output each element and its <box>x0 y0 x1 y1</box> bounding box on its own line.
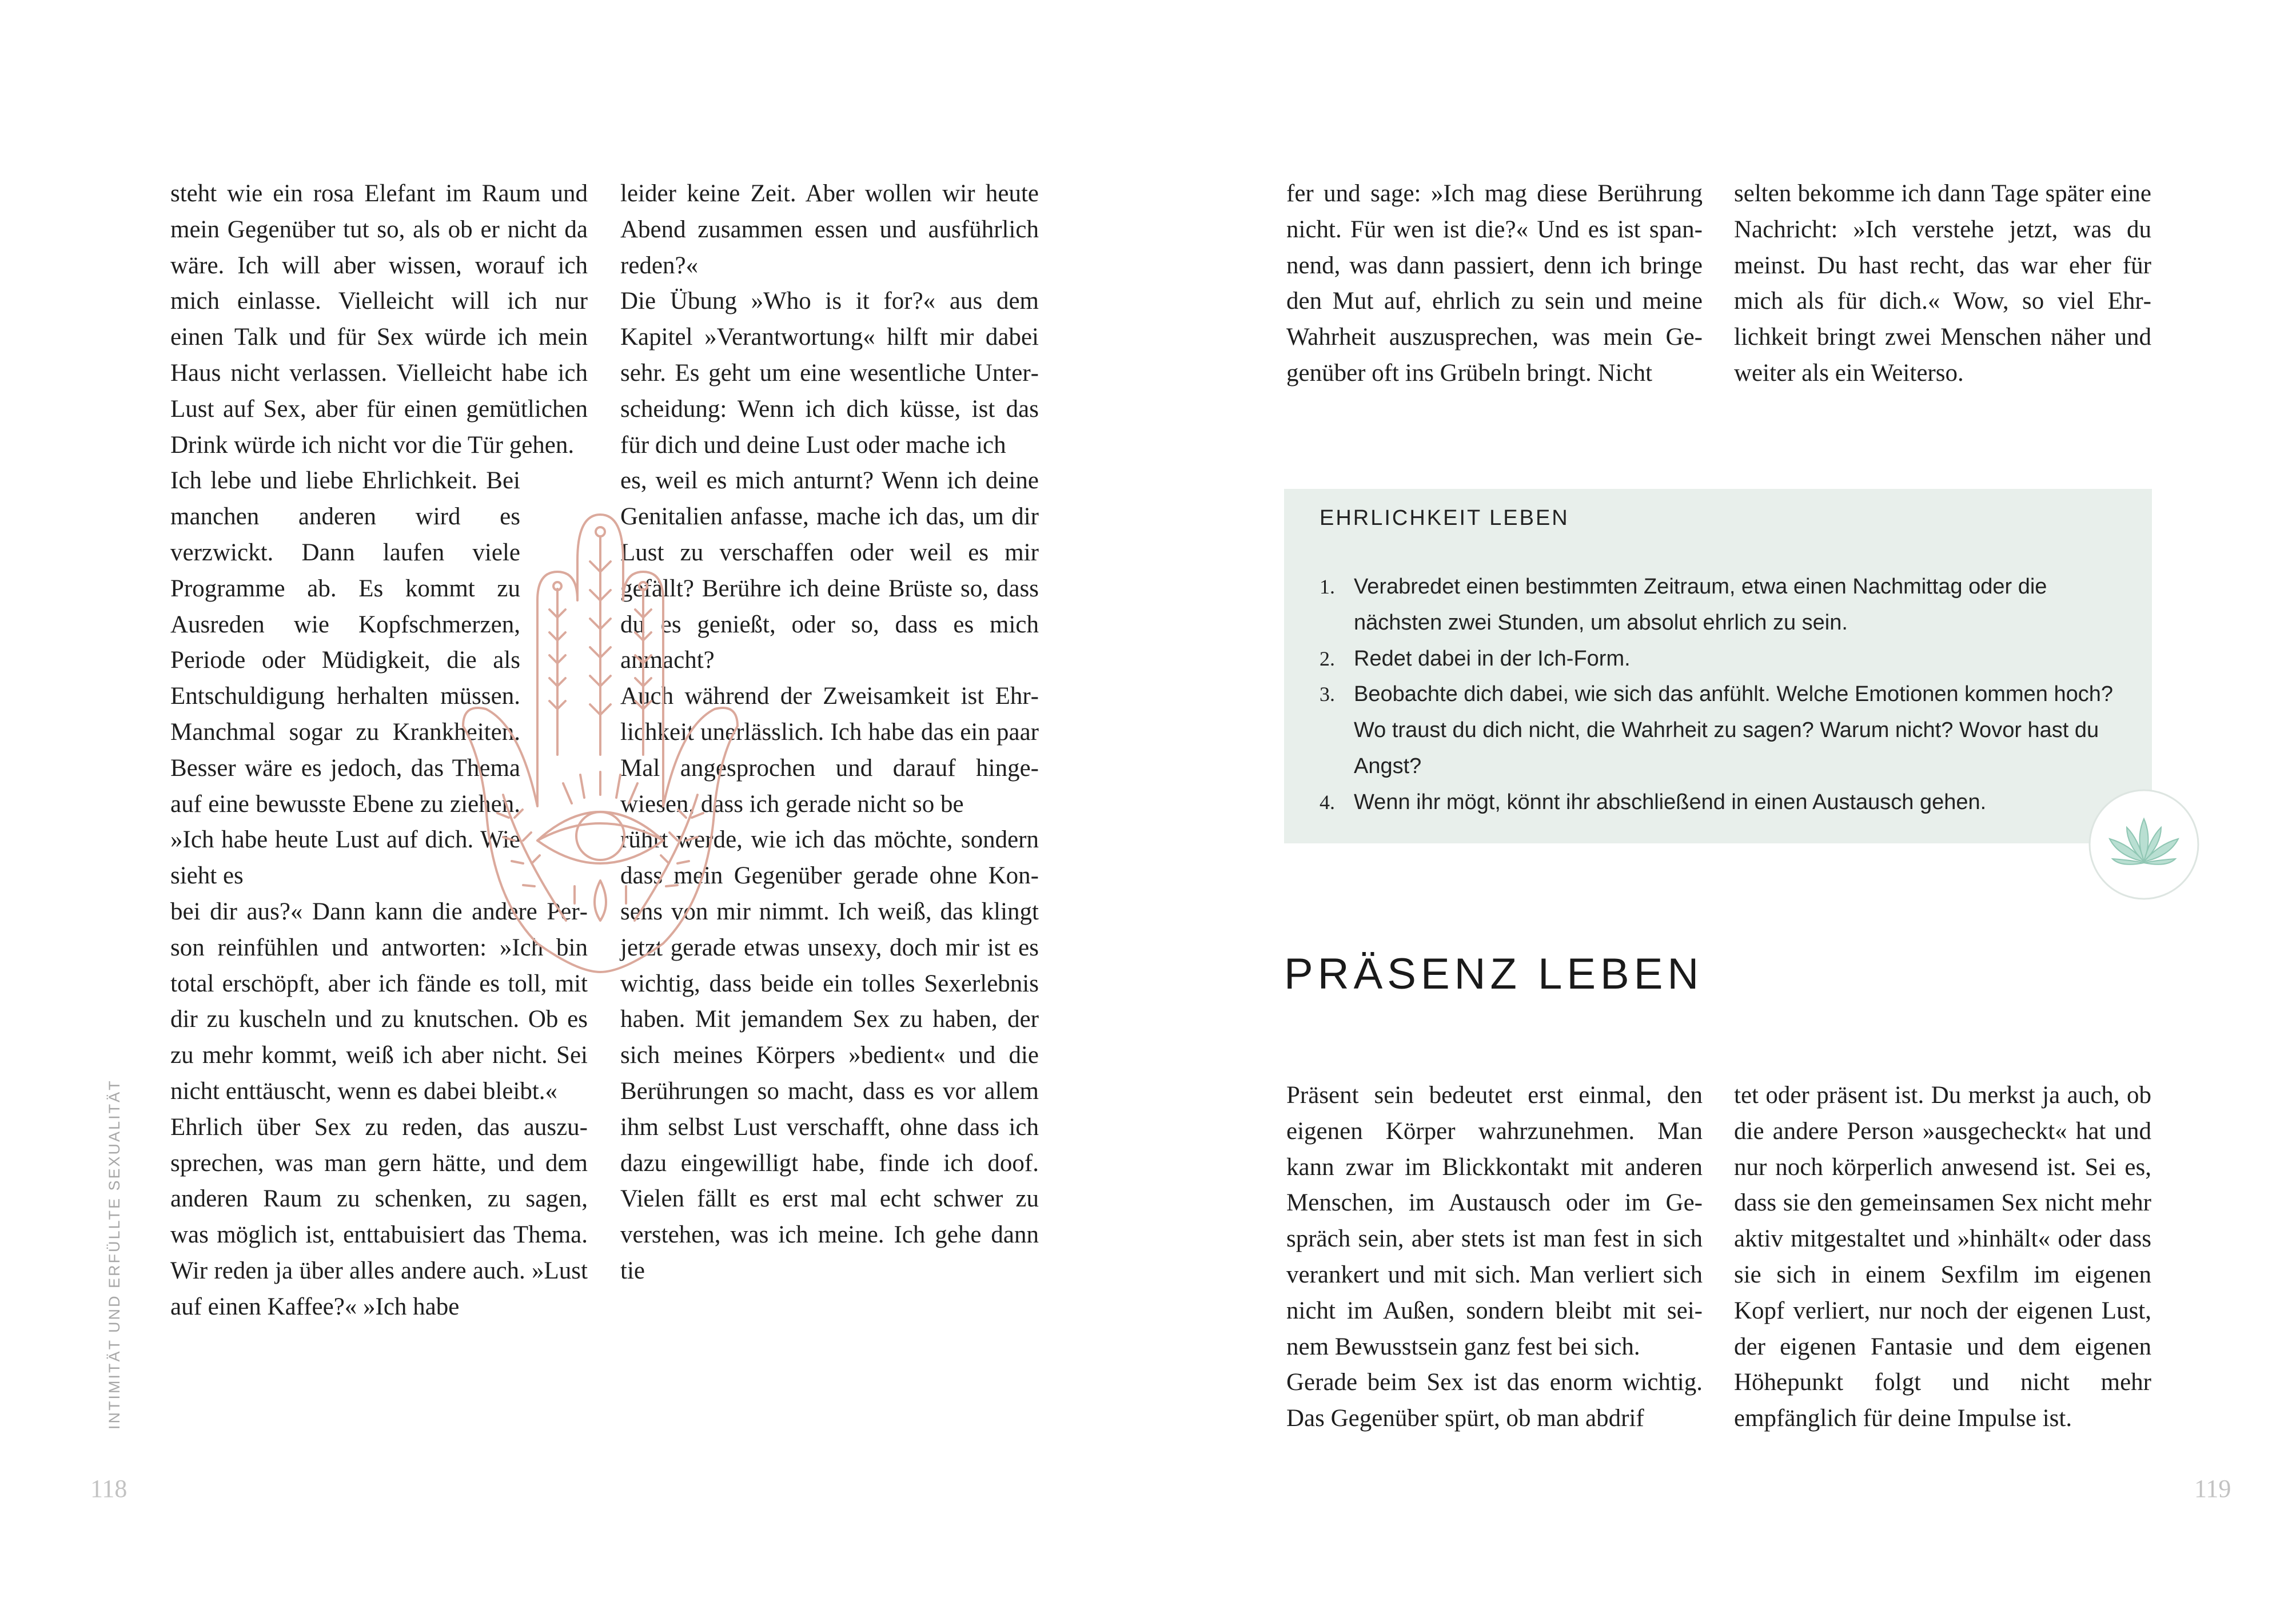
list-item-text: Wenn ihr mögt, könnt ihr abschließend in einen Austausch gehen. <box>1354 790 1987 814</box>
list-number: 1. <box>1320 575 1335 598</box>
body-paragraph-wrapped: Ich lebe und liebe Ehrlichkeit. Bei manchen anderen wird es verzwickt. Dann laufen viele Programme ab. Es kommt zu Ausreden wie Kopfschmerzen, Periode oder Müdigkeit, die als Entschuldigung herhalten müssen. Manchmal sogar zu Krankheiten. Besser wäre es jedoch, das Thema auf eine bewusste Ebene zu ziehen. »Ich habe heute Lust auf dich. Wie sieht es <box>170 467 520 890</box>
body-paragraph: Die Übung »Who is it for?« aus dem Kapitel »Verantwortung« hilft mir dabei sehr. Es geht um eine wesentliche Unterscheidung: Wenn ich dich küsse, ist das für dich und deine Lust oder mache ich <box>620 288 1039 459</box>
body-paragraph: rührt werde, wie ich das möchte, sondern dass mein Gegenüber gerade ohne Konsens von mir nimmt. Ich weiß, das klingt jetzt gerade etwas unsexy, doch mir ist es wichtig, dass beide ein tolles Sexerlebnis haben. Mit jemandem Sex zu haben, der sich meines Körpers »bedient« und die Berührungen so macht, dass es vor allem ihm selbst Lust verschafft, ohne dass ich dazu eingewilligt habe, finde ich doof. Vielen fällt es erst mal echt schwer zu verstehen, was ich meine. Ich gehe dann tie <box>620 826 1039 1284</box>
list-number: 4. <box>1320 790 1335 814</box>
section-heading: PRÄSENZ LEBEN <box>1284 950 1704 998</box>
list-number: 2. <box>1320 647 1335 670</box>
body-paragraph: selten bekomme ich dann Tage später eine Nachricht: »Ich verstehe jetzt, was du meinst. Du hast recht, das war eher für mich als für dich.« Wow, so viel Ehrlichkeit bringt zwei Menschen näher und weiter als ein Weiterso. <box>1734 180 2151 387</box>
list-item-text: Redet dabei in der Ich-Form. <box>1354 646 1631 671</box>
body-paragraph-wrapped: Auch während der Zweisamkeit ist Ehrlichkeit unerlässlich. Ich habe das ein paar Mal angesprochen und darauf hingewiesen, dass ich gerade nicht so be <box>620 683 1039 818</box>
running-header-vertical: INTIMITÄT UND ERFÜLLTE SEXUALITÄT <box>106 1079 123 1429</box>
body-paragraph: Präsent sein bedeutet erst einmal, den eigenen Körper wahrzunehmen. Man kann zwar im Blickkontakt mit anderen Menschen, im Austausch oder im Gespräch sein, aber stets ist man fest in sich verankert und mit sich. Man verliert sich nicht im Außen, sondern bleibt mit seinem Bewusstsein ganz fest bei sich. <box>1286 1082 1703 1360</box>
body-paragraph: tet oder präsent ist. Du merkst ja auch, ob die andere Person »ausgecheckt« hat und nur noch körperlich anwesend ist. Sei es, dass sie den gemeinsamen Sex nicht mehr aktiv mitgestaltet und »hinhält« oder dass sie sich in einem Sexfilm im eigenen Kopf verliert, nur noch der eigenen Lust, der eigenen Fantasie und dem eigenen Höhepunkt folgt und nicht mehr empfänglich für deine Impulse ist. <box>1734 1082 2151 1432</box>
body-paragraph: bei dir aus?« Dann kann die andere Person reinfühlen und antworten: »Ich bin total erschöpft, aber ich fände es toll, mit dir zu kuscheln und zu knutschen. Ob es zu mehr kommt, weiß ich aber nicht. Sei nicht enttäuscht, wenn es dabei bleibt.« <box>170 898 588 1105</box>
list-item <box>1320 784 2131 821</box>
list-item <box>1320 676 2131 784</box>
right-column-4 <box>1734 1078 2151 1437</box>
page-number: 119 <box>2194 1475 2231 1503</box>
page-number: 118 <box>90 1475 127 1503</box>
exercise-list <box>1320 569 2131 821</box>
body-paragraph: leider keine Zeit. Aber wollen wir heute Abend zusammen essen und ausführlich reden?« <box>620 180 1039 279</box>
exercise-box-title: EHRLICHKEIT LEBEN <box>1320 506 1569 530</box>
list-item <box>1320 569 2131 641</box>
exercise-box <box>1284 489 2152 843</box>
body-paragraph: Ehrlich über Sex zu reden, das auszusprechen, was man gern hätte, und dem anderen Raum zu schenken, zu sagen, was möglich ist, enttabuisiert das Thema. Wir reden ja über alles andere auch. »Lust auf einen Kaffee?« »Ich habe <box>170 1113 588 1320</box>
right-column-3 <box>1286 1078 1703 1437</box>
body-paragraph: Gerade beim Sex ist das enorm wichtig. Das Gegenüber spürt, ob man abdrif <box>1286 1369 1703 1432</box>
body-paragraph: steht wie ein rosa Elefant im Raum und mein Gegenüber tut so, als ob er nicht da wäre. Ich will aber wissen, worauf ich mich einlasse. Vielleicht will ich nur einen Talk und für Sex würde ich mein Haus nicht verlassen. Vielleicht habe ich Lust auf Sex, aber für einen gemütlichen Drink würde ich nicht vor die Tür gehen. <box>170 180 588 459</box>
list-item-text: Verabredet einen bestimmten Zeitraum, etwa einen Nachmittag oder die nächsten zwei Stunden, um absolut ehrlich zu sein. <box>1354 575 2047 635</box>
list-item-text: Beobachte dich dabei, wie sich das anfühlt. Welche Emotionen kommen hoch? Wo traust du dich nicht, die Wahrheit zu sagen? Warum nicht? Wovor hast du Angst? <box>1354 682 2113 778</box>
body-paragraph: fer und sage: »Ich mag diese Berührung nicht. Für wen ist die?« Und es ist spannend, was dann passiert, denn ich bringe den Mut auf, ehrlich zu sein und meine Wahrheit auszusprechen, was mein Gegenüber oft ins Grübeln bringt. Nicht <box>1286 180 1703 387</box>
right-column-2 <box>1734 176 2151 392</box>
hamsa-hand-icon <box>452 486 749 978</box>
body-paragraph-wrapped: es, weil es mich anturnt? Wenn ich deine Genitalien anfasse, mache ich das, um dir Lust zu verschaffen oder weil es mir gefällt? Berühre ich deine Brüste so, dass du es genießt, oder so, dass es mich anmacht? <box>620 467 1039 674</box>
right-column-1 <box>1286 176 1703 392</box>
lotus-icon <box>2087 784 2207 905</box>
list-item <box>1320 641 2131 677</box>
list-number: 3. <box>1320 683 1335 706</box>
